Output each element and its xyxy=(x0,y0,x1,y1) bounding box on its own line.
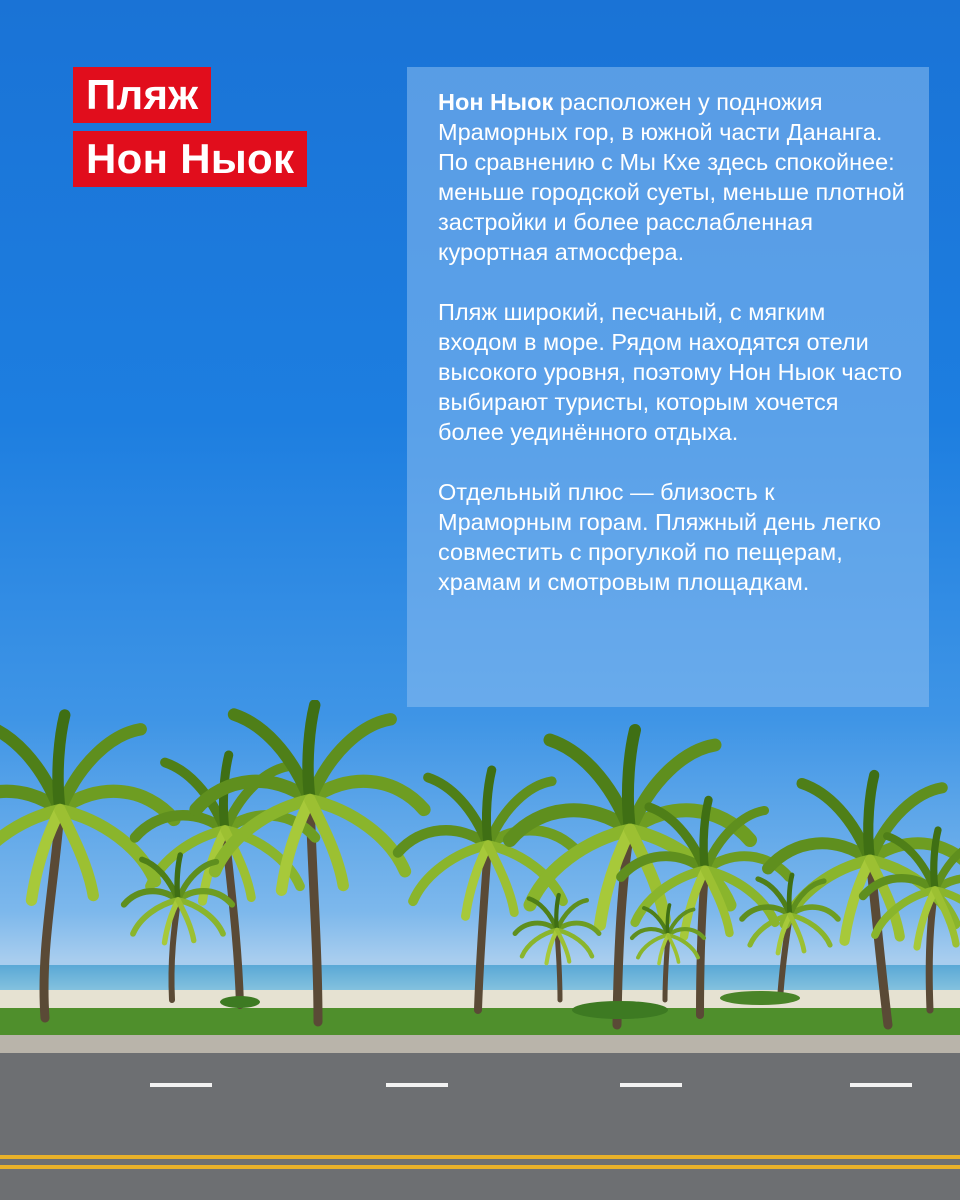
palm-trees xyxy=(0,700,960,1040)
road xyxy=(0,1053,960,1200)
title-line-1: Пляж xyxy=(73,67,211,123)
title-line-2: Нон Ныок xyxy=(73,131,307,187)
lane-mark xyxy=(386,1083,448,1087)
lane-mark xyxy=(620,1083,682,1087)
paragraph-3: Отдельный плюс — близость к Мраморным горам. Пляжный день легко совместить с прогулкой по пещерам, храмам и смотровым площадкам. xyxy=(438,479,882,595)
lane-mark xyxy=(150,1083,212,1087)
yellow-line xyxy=(0,1155,960,1159)
lane-mark xyxy=(850,1083,912,1087)
paragraph-1-text: расположен у подножия Мраморных гор, в южной части Дананга. По сравнению с Мы Кхе здесь спокойнее: меньше городской суеты, меньше плотной застройки и более расслабленная курортная атмосфера. xyxy=(438,89,905,265)
paragraph-1 xyxy=(438,87,909,267)
beach-photo xyxy=(0,700,960,1200)
info-panel xyxy=(407,67,929,707)
paragraph-2: Пляж широкий, песчаный, с мягким входом в море. Рядом находятся отели высокого уровня, поэтому Нон Ныок часто выбирают туристы, которым хочется более уединённого отдыха. xyxy=(438,299,903,445)
yellow-line xyxy=(0,1165,960,1169)
beach-name: Нон Ныок xyxy=(438,89,554,115)
